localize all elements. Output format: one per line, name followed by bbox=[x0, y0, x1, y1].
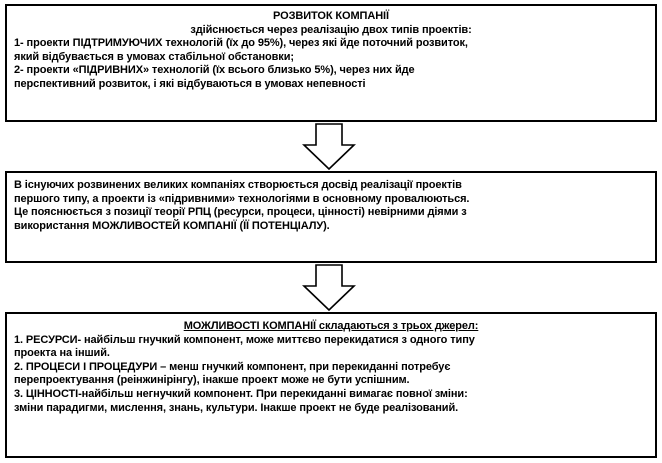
capabilities-line-6: зміни парадигми, мислення, знань, культури. Інакше проект не буде реалізований. bbox=[14, 401, 459, 414]
experience-line-2: першого типу, а проекти із «підривними» технологіями в основному провалюються. bbox=[14, 192, 470, 205]
capabilities-box bbox=[5, 312, 657, 458]
capabilities-line-2: проекта на інший. bbox=[14, 347, 110, 360]
development-box bbox=[5, 4, 657, 122]
down-arrow-icon bbox=[302, 264, 356, 312]
development-line-1: 1- проекти ПІДТРИМУЮЧИХ технологій (їх до 95%), через які йде поточний розвиток, bbox=[14, 37, 468, 50]
experience-line-4: використання МОЖЛИВОСТЕЙ КОМПАНІЇ (ЇЇ ПОТЕНЦІАЛУ). bbox=[14, 219, 330, 232]
experience-line-1: В існуючих розвинених великих компаніях створюється досвід реалізації проектів bbox=[14, 179, 462, 191]
capabilities-line-5: 3. ЦІННОСТІ-найбільш негнучкий компонент. При перекиданні вимагає повної зміни: bbox=[14, 387, 468, 400]
capabilities-line-4: перепроектування (реінжинірінгу), інакше проект може не бути успішним. bbox=[14, 374, 410, 387]
down-arrow-icon bbox=[302, 123, 356, 171]
capabilities-line-1: 1. РЕСУРСИ- найбільш гнучкий компонент, може миттєво перекидатися з одного типу bbox=[14, 333, 475, 346]
capabilities-line-3: 2. ПРОЦЕСИ І ПРОЦЕДУРИ – менш гнучкий компонент, при перекиданні потребує bbox=[14, 360, 451, 373]
capabilities-title: МОЖЛИВОСТІ КОМПАНІЇ складаються з трьох джерел: bbox=[183, 320, 479, 332]
development-subtitle: здійснюється через реалізацію двох типів проектів: bbox=[190, 23, 472, 36]
development-line-2: який відбувається в умовах стабільної обстановки; bbox=[14, 50, 294, 63]
development-line-4: перспективний розвиток, і які відбуваються в умовах непевності bbox=[14, 77, 366, 90]
experience-box bbox=[5, 171, 657, 263]
experience-line-3: Це пояснюється з позиції теорії РПЦ (ресурси, процеси, цінності) невірними діями з bbox=[14, 206, 467, 219]
development-line-3: 2- проекти «ПІДРИВНИХ» технологій (їх всього близько 5%), через них йде bbox=[14, 64, 415, 77]
development-title: РОЗВИТОК КОМПАНІЇ bbox=[273, 10, 389, 22]
